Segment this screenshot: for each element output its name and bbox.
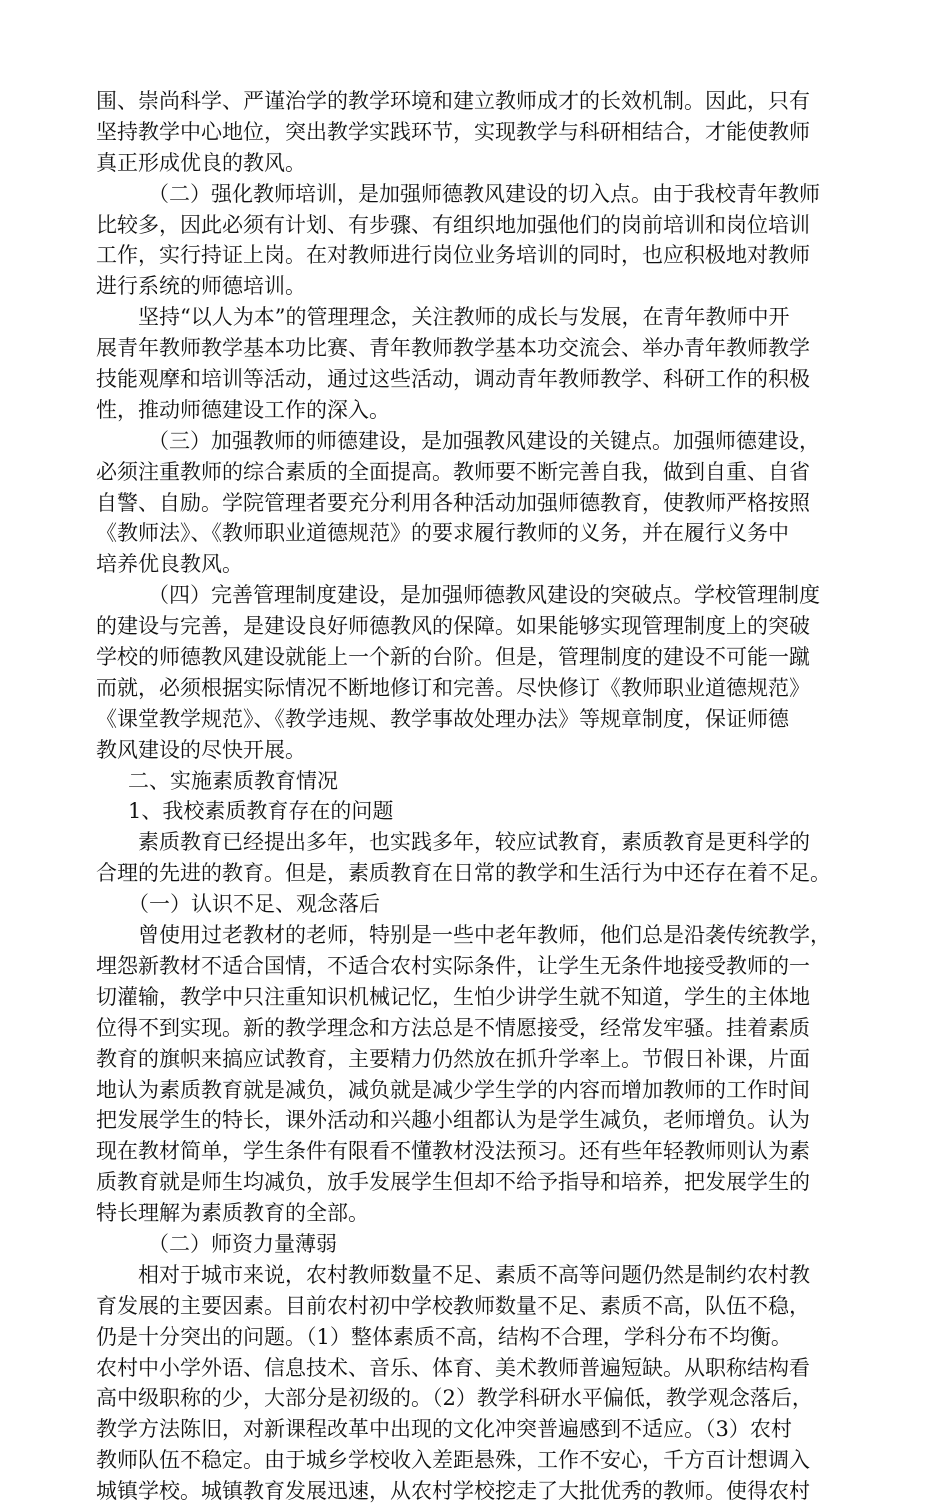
text-line: 性，推动师德建设工作的深入。	[96, 397, 390, 422]
text-line: 《教师法》、《教师职业道德规范》的要求履行教师的义务，并在履行义务中	[96, 521, 789, 546]
text-line: 学校的师德教风建设就能上一个新的台阶。但是，管理制度的建设不可能一蹴	[96, 645, 810, 670]
text-line: 坚持“以人为本”的管理理念，关注教师的成长与发展，在青年教师中开	[138, 305, 790, 330]
text-line: 围、崇尚科学、严谨治学的教学环境和建立教师成才的长效机制。因此，只有	[96, 89, 810, 113]
text-line: 合理的先进的教育。但是，素质教育在日常的教学和生活行为中还存在着不足。	[96, 861, 831, 886]
text-line: 《课堂教学规范》、《教学违规、教学事故处理办法》等规章制度，保证师德	[96, 706, 789, 731]
text-line: 教风建设的尽快开展。	[96, 737, 306, 762]
text-line: 教学方法陈旧，对新课程改革中出现的文化冲突普遍感到不适应。（3）农村	[96, 1417, 792, 1442]
text-line: 技能观摩和培训等活动，通过这些活动，调动青年教师教学、科研工作的积极	[96, 367, 810, 392]
text-line: 位得不到实现。新的教学理念和方法总是不情愿接受，经常发牢骚。挂着素质	[96, 1015, 810, 1040]
text-line: 仍是十分突出的问题。（1）整体素质不高，结构不合理，学科分布不均衡。	[96, 1324, 792, 1349]
text-line: （二）强化教师培训，是加强师德教风建设的切入点。由于我校青年教师	[148, 181, 820, 206]
text-line: 素质教育已经提出多年，也实践多年，较应试教育，素质教育是更科学的	[138, 830, 810, 855]
text-line: （四）完善管理制度建设，是加强师德教风建设的突破点。学校管理制度	[148, 583, 820, 608]
text-line: 切灌输，教学中只注重知识机械记忆，生怕少讲学生就不知道，学生的主体地	[96, 984, 810, 1009]
text-line: 城镇学校。城镇教育发展迅速，从农村学校挖走了大批优秀的教师。使得农村	[96, 1479, 810, 1504]
text-line: 工作，实行持证上岗。在对教师进行岗位业务培训的同时，也应积极地对教师	[96, 243, 810, 268]
text-line: 地认为素质教育就是减负，减负就是减少学生学的内容而增加教师的工作时间	[96, 1077, 810, 1102]
text-line: 的建设与完善，是建设良好师德教风的保障。如果能够实现管理制度上的突破	[96, 614, 810, 639]
text-line: 二、实施素质教育情况	[128, 768, 338, 793]
text-line: 坚持教学中心地位，突出教学实践环节，实现教学与科研相结合，才能使教师	[96, 119, 810, 144]
text-line: 曾使用过老教材的老师，特别是一些中老年教师，他们总是沿袭传统教学，	[138, 923, 831, 948]
text-line: 埋怨新教材不适合国情，不适合农村实际条件，让学生无条件地接受教师的一	[96, 953, 810, 978]
text-line: 高中级职称的少，大部分是初级的。（2）教学科研水平偏低，教学观念落后，	[96, 1386, 813, 1411]
text-line: 而就，必须根据实际情况不断地修订和完善。尽快修订《教师职业道德规范》	[96, 675, 810, 700]
text-line: 现在教材简单，学生条件有限看不懂教材没法预习。还有些年轻教师则认为素	[96, 1139, 810, 1164]
text-line: 把发展学生的特长，课外活动和兴趣小组都认为是学生减负，老师增负。认为	[96, 1108, 810, 1133]
text-line: （一）认识不足、观念落后	[128, 892, 380, 917]
text-line: 教师队伍不稳定。由于城乡学校收入差距悬殊，工作不安心，千方百计想调入	[96, 1448, 810, 1473]
text-line: 培养优良教风。	[96, 552, 243, 577]
text-line: 特长理解为素质教育的全部。	[96, 1201, 369, 1226]
text-line: 育发展的主要因素。目前农村初中学校教师数量不足、素质不高，队伍不稳，	[96, 1293, 810, 1318]
text-line: （二）师资力量薄弱	[148, 1231, 337, 1256]
text-line: 真正形成优良的教风。	[96, 150, 306, 175]
text-line: 农村中小学外语、信息技术、音乐、体育、美术教师普遍短缺。从职称结构看	[96, 1355, 810, 1380]
text-line: 必须注重教师的综合素质的全面提高。教师要不断完善自我，做到自重、自省	[96, 459, 810, 484]
text-line: （三）加强教师的师德建设，是加强教风建设的关键点。加强师德建设，	[148, 428, 820, 453]
text-line: 质教育就是师生均减负，放手发展学生但却不给予指导和培养，把发展学生的	[96, 1170, 810, 1195]
document-page	[96, 86, 864, 1507]
text-line: 相对于城市来说，农村教师数量不足、素质不高等问题仍然是制约农村教	[138, 1262, 810, 1287]
text-line: 进行系统的师德培训。	[96, 274, 306, 299]
text-line: 教育的旗帜来搞应试教育，主要精力仍然放在抓升学率上。节假日补课，片面	[96, 1046, 810, 1071]
text-line: 1、我校素质教育存在的问题	[128, 799, 394, 824]
text-line: 自警、自励。学院管理者要充分利用各种活动加强师德教育，使教师严格按照	[96, 490, 810, 515]
text-line: 比较多，因此必须有计划、有步骤、有组织地加强他们的岗前培训和岗位培训	[96, 212, 810, 237]
text-line: 展青年教师教学基本功比赛、青年教师教学基本功交流会、举办青年教师教学	[96, 336, 810, 361]
